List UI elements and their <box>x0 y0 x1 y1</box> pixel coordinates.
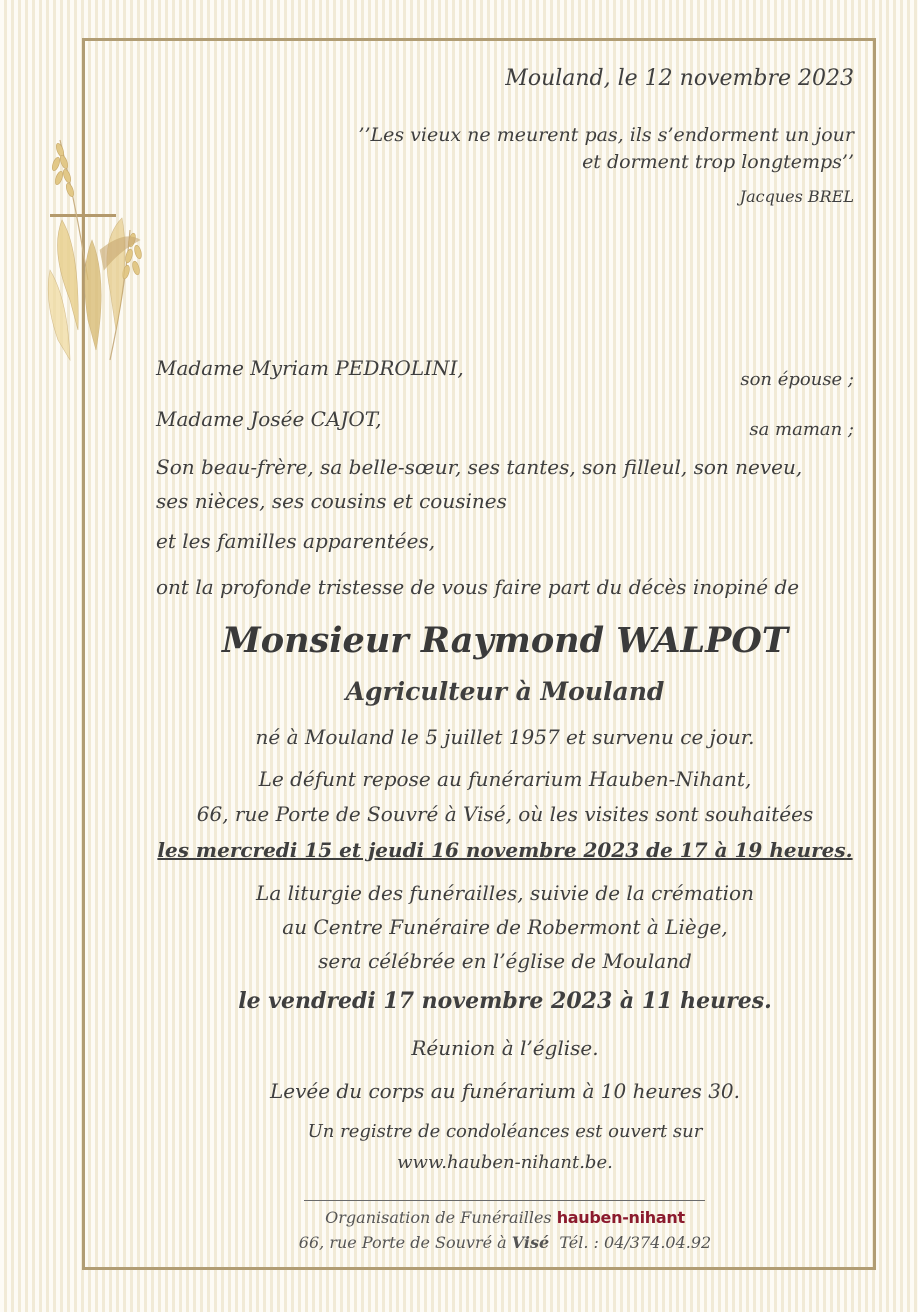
family-member-relation: son épouse ; <box>740 369 854 390</box>
liturgy-levee: Levée du corps au funérarium à 10 heures 30. <box>269 1079 741 1103</box>
deceased-birth: né à Mouland le 5 juillet 1957 et survenu ce jour. <box>255 725 755 749</box>
visitation-dates: les mercredi 15 et jeudi 16 novembre 2023 de 17 à 19 heures. <box>157 838 853 862</box>
footer-address <box>100 1233 910 1252</box>
condolences-line-1: Un registre de condoléances est ouvert sur <box>307 1121 703 1142</box>
quote-line-2: et dorment trop longtemps’’ <box>582 151 854 173</box>
wheat-icon <box>48 140 143 360</box>
liturgy-line-1: La liturgie des funérailles, suivie de la crémation <box>256 881 754 905</box>
deceased-occupation: Agriculteur à Mouland <box>345 677 665 706</box>
visitation-line-1: Le défunt repose au funérarium Hauben-Nihant, <box>258 767 752 791</box>
footer-phone: Tél. : 04/374.04.92 <box>559 1233 712 1252</box>
condolences-url[interactable]: www.hauben-nihant.be. <box>397 1152 613 1173</box>
footer-address-prefix: 66, rue Porte de Souvré à <box>298 1233 507 1252</box>
family-member-name: Madame Josée CAJOT, <box>156 407 382 431</box>
brand-logo: hauben-nihant <box>556 1208 685 1227</box>
relatives-line-1: Son beau-frère, sa belle-sœur, ses tantes, son filleul, son neveu, <box>156 455 803 479</box>
liturgy-date: le vendredi 17 novembre 2023 à 11 heures. <box>238 988 772 1014</box>
relatives-line-3: et les familles apparentées, <box>156 529 436 553</box>
liturgy-line-3: sera célébrée en l’église de Mouland <box>318 949 692 973</box>
footer-org <box>100 1208 910 1227</box>
footer-address-city: Visé <box>511 1233 550 1252</box>
place-date: Mouland, le 12 novembre 2023 <box>505 66 854 91</box>
family-member-name: Madame Myriam PEDROLINI, <box>156 356 464 380</box>
family-member-relation: sa maman ; <box>749 419 854 440</box>
quote-author: Jacques BREL <box>739 187 854 206</box>
quote-line-1: ’’Les vieux ne meurent pas, ils s’endorment un jour <box>358 124 854 146</box>
liturgy-meeting: Réunion à l’église. <box>411 1036 599 1060</box>
relatives-line-2: ses nièces, ses cousins et cousines <box>156 489 507 513</box>
footer-org-label: Organisation de Funérailles <box>325 1208 552 1227</box>
announcement: ont la profonde tristesse de vous faire part du décès inopiné de <box>156 575 800 599</box>
visitation-line-2: 66, rue Porte de Souvré à Visé, où les visites sont souhaitées <box>196 802 814 826</box>
liturgy-line-2: au Centre Funéraire de Robermont à Liège, <box>282 915 728 939</box>
deceased-name: Monsieur Raymond WALPOT <box>222 620 788 661</box>
wheat-cross-ornament <box>30 100 160 390</box>
footer-divider <box>304 1200 705 1201</box>
